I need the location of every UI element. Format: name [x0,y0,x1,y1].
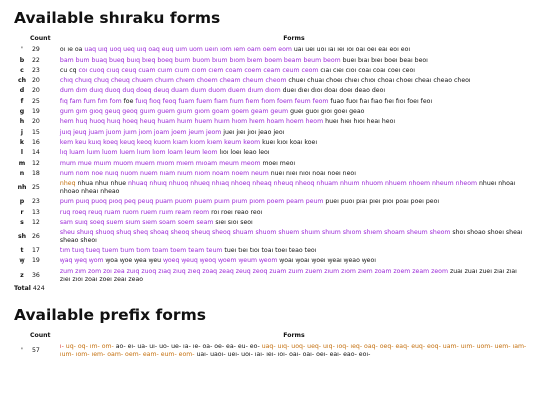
row-count: 12 [31,159,40,167]
form-group: cıaı cıeı cıoı coaı coaı coeı ceoı [318,66,415,74]
row-forms [60,256,528,266]
form-group: bueı bıaı bıeı boeı beaı beoı [340,56,428,64]
row-forms [60,267,528,285]
form-group: ı- [59,342,64,350]
prefix-forms-heading: Available prefix forms [14,305,206,324]
form-group: zuaı zuaı zueı zıaı zıaı zıeı zıoı zoaı zoeı zeaı zeao [59,267,517,283]
row-forms [60,107,528,117]
table-row [14,86,528,96]
form-group: tueı tıeı tıoı toaı toeı teao teoı [222,247,317,255]
prefix-table-header-row [14,331,528,342]
key-column-header [14,331,30,342]
count-column-header: Count [29,331,51,339]
form-group: zea zuıq zuoq zıaq zıuq zıeq zoaq zeaq zeuq zeoq zuam zuım zuem zıum zıom zıem zoam zoem zeam zeom [111,267,448,275]
form-group: nheq [59,180,76,188]
row-count: 25 [31,184,40,191]
form-group: chueı chuaı choeı chıeı chıoı choaı choeı cheaı cheao cheoı [286,77,471,85]
row-forms [60,86,528,96]
row-key: k [19,138,25,146]
row-forms [60,96,528,106]
row-key: r [20,208,24,216]
row-forms [60,158,528,168]
row-count: 20 [31,118,40,126]
form-group: hueı hıeı hıoı heaı heoı [323,118,396,126]
row-key: c [20,66,24,74]
form-group: ruq roeq reuq ruam ruom ruem ruım ream reom [59,208,210,216]
suffix-forms-table [14,34,528,285]
row-key: z [20,271,24,279]
table-row [14,218,528,228]
form-group: nhuaq nhuıq nhuoq nhueq nhıaq nhoeq nheaq nheuq nheoq nhuam nhuım nhuom nhuem nhoem nheum nheom [126,180,478,188]
form-group: shuıq shuoq shuq sheq shoaq sheoq sheuq sheoq shuam shuom shuem shuım shıum shıom shıem shoam sheum sheom [74,229,451,237]
row-count: 22 [31,56,40,64]
row-count: 13 [31,208,40,216]
form-group: bam bum buaq bueq buıq bıeq boeq buım buom bıum bıom bıem boem beam beum beom [59,56,341,64]
table-row [14,246,528,256]
table-row [14,207,528,217]
row-forms [60,197,528,207]
table-row [14,169,528,179]
row-count: 20 [31,87,40,95]
form-group: dum dım duıq duoq duq doeq deuq duam duım duom duem dıum dıom [59,87,281,95]
suffix-forms-heading: Available shıraku forms [14,9,221,27]
form-group: ꝡoaı ꝡoaı ꝡoeı ꝡeaı ꝡeao ꝡeoı [277,257,376,265]
row-key: ' [21,346,23,354]
form-group: nueı nıeı nıoı noaı noeı neoı [268,169,356,177]
row-forms [60,76,528,86]
suffix-table-header-row [14,34,528,45]
total-value: 424 [32,284,45,292]
table-row [14,228,528,246]
row-forms [60,342,528,360]
form-group: sıeı sıoı seoı [213,218,253,226]
row-count: 36 [31,271,40,279]
row-count: 19 [31,108,40,116]
row-key: j [20,128,24,136]
row-key: b [19,56,25,64]
forms-column-header: Forms [283,35,305,42]
form-group: gueı guoı gıoı goeı geao [288,108,365,116]
table-row [14,117,528,127]
form-group: fuao fuoı fıaı fıao fıeı fıoı foeı feoı [328,97,433,105]
row-count: 18 [31,169,40,177]
row-forms [60,169,528,179]
row-count: 26 [31,232,40,240]
row-forms [60,207,528,217]
form-group: dueı dıeı dıoı doaı doeı deao deoı [280,87,386,95]
form-group: cu cq [59,66,77,74]
form-group: pum puıq puoq pıoq peq peuq puam puom puem puım pıum pıom poem peam peum [59,198,324,206]
form-group: uq- oq- ım- om- [63,342,114,350]
row-key: ch [17,77,27,85]
form-group: ꝡoa ꝡoe ꝡea ꝡeu [103,257,162,265]
row-key: d [19,87,25,95]
row-count: 23 [31,198,40,206]
prefix-forms-table [14,331,528,360]
form-group: ao- eı- ua- uı- uo- ue- ıa- ıe- oa- oe- ea- eu- eo- [113,342,260,350]
row-count: 25 [31,97,40,105]
row-forms [60,246,528,256]
form-group: lıoı loeı leao leoı [217,149,270,157]
row-forms [60,218,528,228]
count-column-header: Count [29,35,51,42]
suffix-table-body [14,45,528,285]
form-group: roı roeı reao reoı [209,208,263,216]
form-group: sheu [59,229,75,237]
table-row [14,267,528,285]
form-group: zum zım zom zoı [59,267,112,275]
total-row [14,285,528,293]
row-forms [60,66,528,76]
form-group: uaq- uıq- uoq- ueq- uıq- ıoq- ıeq- oaq- oeq- eaq- euq- eoq- uam- uım- uom- uem- ıam- ıum- ıom- ıem- oam- oem- eam- eum- eom- [59,342,527,358]
row-forms [60,228,528,246]
table-row [14,107,528,117]
row-forms [60,148,528,158]
row-key: m [18,159,26,167]
form-group: num nom noe nuıq nuom nuem nıam nıum nıom noam noem neum [59,169,269,177]
form-group: sam suıq soeq suem sıum sıem soam soem seam [59,218,214,226]
form-group: uaı ueı uoı ıaı ıeı ıoı oaı oeı eaı eoı eoı [291,46,411,54]
row-count: 57 [31,346,40,354]
form-group: tım tuıq tueq tuem tıum tıom toam toem team teum [59,247,223,255]
row-count: 16 [31,138,40,146]
form-group: coı cuoq cıuq ceuq cuam cuım cıum cıom cıem coam coem ceam ceum ceom [76,66,319,74]
form-group: fuıq fıoq feoq fuam fuem fıam fıum fıem fıom foem feum feom [133,97,329,105]
form-group: nhua nhuı nhue [75,180,127,188]
form-group: lıq luam luım luom luem lıum lıom loam leum leom [59,149,218,157]
table-row [14,138,528,148]
row-key: h [19,118,25,126]
row-forms [60,117,528,127]
form-group: foe [121,97,134,105]
form-group: moeı meoı [260,159,296,167]
form-group: uaq uıq uoq ueq uıq oaq euq uım uom ueın ıom ıem oam oem eom [82,46,292,54]
form-group: ꝡaq ꝡeq ꝡom [59,257,104,265]
form-group: pueı puoı pıaı pıeı pıoı poaı poeı peoı [323,198,440,206]
form-group: uaı- uaoı- ueı- uoı- ıaı- ıeı- ıoı- oaı- oaı- oeı- eaı- eao- eoı- [194,350,371,358]
row-key: g [19,108,25,116]
table-row [14,148,528,158]
table-row [14,158,528,168]
row-forms [60,138,528,148]
row-key: t [20,247,24,255]
row-count: 12 [31,218,40,226]
row-forms [60,55,528,65]
row-key: n [19,169,25,177]
row-key: p [19,198,25,206]
total-label: Total [14,284,31,292]
row-count: 20 [31,77,40,85]
key-column-header [14,34,30,45]
row-key: f [20,97,24,105]
form-group: hem huq huoq huıq hoeq heuq huam huım huem huım hıom hıem hoam hoem heom [59,118,324,126]
table-row [14,256,528,266]
form-group: mum mue muım muom muem mıom mıem mıoam meum meom [59,159,261,167]
row-count: 23 [31,66,40,74]
row-key: nh [17,184,27,191]
form-group: gum gım gıoq geuq geoq guım guem gıum gıom goam goem geam geum [59,108,289,116]
row-count: 29 [31,46,40,54]
table-row [14,96,528,106]
table-row [14,342,528,360]
table-row [14,45,528,55]
form-group: ꝡoeq ꝡeuq ꝡeoq ꝡoem ꝡeum ꝡeom [161,257,278,265]
table-row [14,76,528,86]
row-forms [60,45,528,55]
table-row [14,197,528,207]
form-group: jueı jıeı jıoı jeao jeoı [221,128,285,136]
form-group: fıq fam fum fım fom [59,97,122,105]
row-count: 15 [31,128,40,136]
form-group: nhueı nhoaı nhoao nheaı nheao [59,180,516,195]
table-row [14,127,528,137]
form-group: juıq jeuq juam juom juım jıom joam joem jeum jeom [59,128,222,136]
form-group: chıq chuıq chuq cheuq chuem chuım chıem choem cheam cheum cheom [59,77,287,85]
row-count: 19 [31,257,40,265]
row-key: ' [21,46,23,54]
table-row [14,66,528,76]
row-forms [60,179,528,197]
row-key: s [20,218,24,226]
row-count: 17 [31,247,40,255]
form-group: kem keu kuıq koeq keuq keoq kuom kıam kıom kıem keum keom [59,138,261,146]
row-key: sh [17,232,27,240]
table-row [14,55,528,65]
prefix-table-body [14,342,528,360]
forms-column-header: Forms [283,331,305,339]
form-group: kueı kıoı koaı koeı [260,138,318,146]
row-key: l [20,149,24,157]
table-row [14,179,528,197]
form-group: shoı shoao shoeı sheaı sheao sheoı [59,229,523,244]
row-count: 14 [31,149,40,157]
form-group: oı ıe oa [59,46,83,54]
row-forms [60,127,528,137]
row-key: ꝡ [19,257,25,265]
